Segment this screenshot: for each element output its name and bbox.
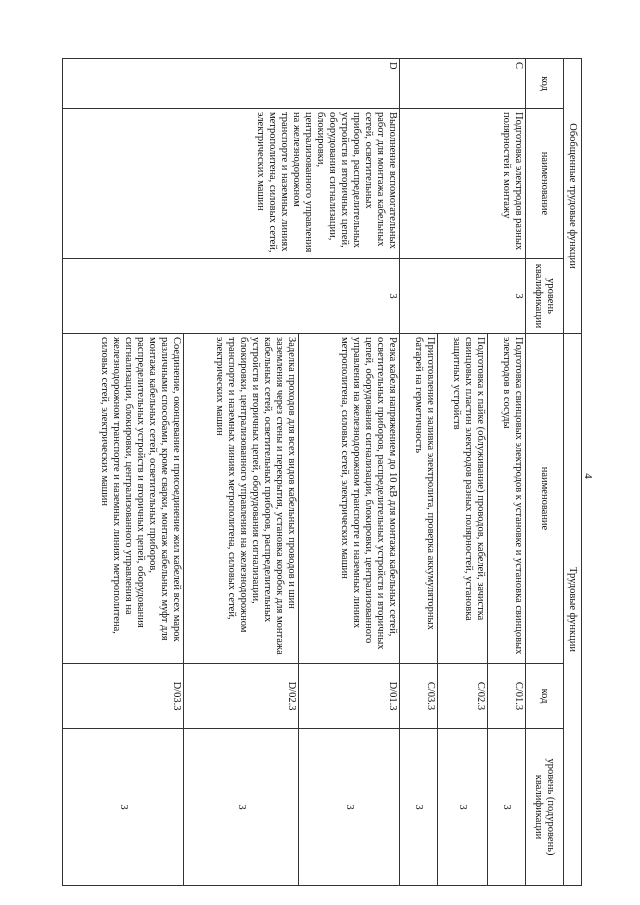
- tf-name: Резка кабеля напряжением до 10 кВ для монтажа кабельных сетей, осветительных приборов, распределительных устройств и вторичных цепей, оборудования сигнализации, блокировки, централизованного управления на железнодорожном транспорте и наземных линиях метрополитена, силовых сетей, электрических машин: [299, 334, 399, 664]
- header-level: уровень квалификации: [525, 259, 563, 334]
- header-tf-code: код: [525, 664, 563, 729]
- gen-name: Выполнение вспомогательных работ для монтажа кабельных сетей, осветительных приборов, распределительных устройств и вторичных цепей, оборудования сигнализации, блокировки, централизованного управления на железнодорожном транспорте и наземных линиях метрополитена, силовых сетей, электрических машин: [63, 109, 400, 259]
- tf-code: D/01.3: [299, 664, 399, 729]
- tf-level: 3: [299, 729, 399, 886]
- gen-code: D: [63, 59, 400, 109]
- header-name: наименование: [525, 109, 563, 259]
- tf-code: C/01.3: [487, 664, 525, 729]
- header-code: код: [525, 59, 563, 109]
- tf-code: D/03.3: [63, 664, 184, 729]
- header-generalized-functions: Обобщенные трудовые функции: [563, 59, 581, 334]
- tf-name: Заделка проходов для всех видов кабельных проводов и шин заземления через стены и перекрытия, установка коробок для монтажа кабельных сетей, осветительных приборов, распределительных устройств и вторичных цепей, оборудования сигнализации, блокировки, централизованного управления на железнодорожном транспорте и наземных линиях метрополитена, силовых сетей, электрических машин: [184, 334, 299, 664]
- header-tf-level: уровень (подуровень) квалификации: [525, 729, 563, 886]
- tf-level: 3: [399, 729, 437, 886]
- tf-level: 3: [437, 729, 487, 886]
- tf-code: C/03.3: [399, 664, 437, 729]
- tf-name: Подготовка к пайке (облуживание) проводов, кабелей, зачистка свинцовых пластин электродов разных полярностей, установка защитных устройств: [437, 334, 487, 664]
- tf-code: D/02.3: [184, 664, 299, 729]
- tf-name: Подготовка свинцовых электродов к установке и установка свинцовых электродов в сосуды: [487, 334, 525, 664]
- tf-level: 3: [63, 729, 184, 886]
- header-tf-name: наименование: [525, 334, 563, 664]
- table-row: [299, 59, 399, 886]
- gen-level: 3: [63, 259, 400, 334]
- tf-code: C/02.3: [437, 664, 487, 729]
- tf-name: Приготовление и заливка электролита, проверка аккумуляторных батарей на герметичность: [399, 334, 437, 664]
- functions-table: [62, 58, 582, 886]
- table-row: [487, 59, 525, 886]
- gen-name: Подготовка электродов разных полярностей к монтажу: [399, 109, 525, 259]
- rotated-page: [62, 58, 582, 885]
- tf-name: Соединение, оконцевание и присоединение жил кабелей всех марок различными способами, кроме сварки, монтаж кабельных муфт для монтажа кабельных сетей, осветительных приборов, распределительных устройств и вторичных цепей, оборудования сигнализации, блокировки, централизованного управления на железнодорожном транспорте и наземных линиях метрополитена, силовых сетей, электрических машин: [63, 334, 184, 664]
- gen-code: C: [399, 59, 525, 109]
- gen-level: 3: [399, 259, 525, 334]
- tf-level: 3: [487, 729, 525, 886]
- tf-level: 3: [184, 729, 299, 886]
- header-labor-functions: Трудовые функции: [563, 334, 581, 886]
- page-number: 4: [581, 473, 594, 479]
